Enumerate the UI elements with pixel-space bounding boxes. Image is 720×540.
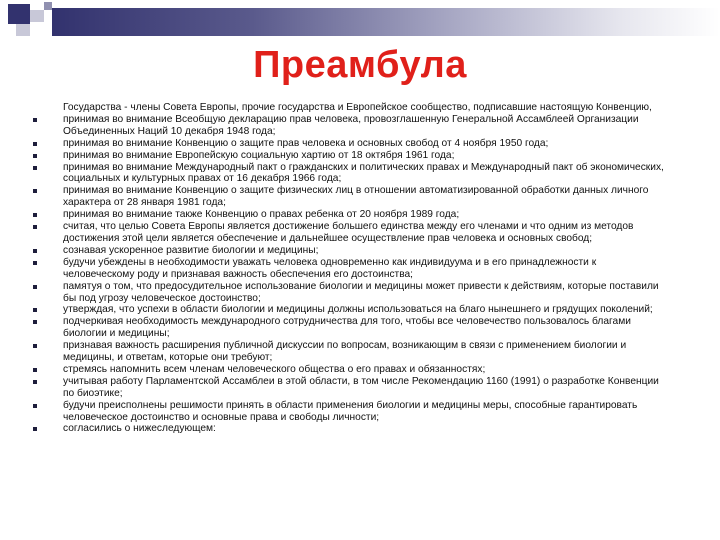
bullet-icon bbox=[33, 308, 37, 312]
list-item bbox=[30, 209, 670, 221]
list-item bbox=[30, 364, 670, 376]
list-item-text: принимая во внимание также Конвенцию о правах ребенка от 20 ноября 1989 года; bbox=[63, 209, 460, 221]
list-item bbox=[30, 185, 670, 209]
bullet-icon bbox=[33, 189, 37, 193]
list-item bbox=[30, 221, 670, 245]
list-item-text: будучи убеждены в необходимости уважать человека одновременно как индивидуума и в его принадлежности к человеческому роду и признавая важность обеспечения его достоинства; bbox=[63, 256, 597, 280]
list-item bbox=[30, 257, 670, 281]
preamble-list bbox=[30, 114, 670, 435]
list-item-text: учитывая работу Парламентской Ассамблеи в этой области, в том числе Рекомендацию 1160 (1991) о разработке Конвенции по биоэтике; bbox=[63, 375, 659, 399]
list-item-text: памятуя о том, что предосудительное использование биологии и медицины может привести к действиям, которые поставили бы под угрозу человеческое достоинство; bbox=[63, 280, 659, 304]
bullet-icon bbox=[33, 213, 37, 217]
list-item-text: будучи преисполнены решимости принять в области применения биологии и медицины меры, способные гарантировать человеческое достоинство и основные права и свободы личности; bbox=[63, 399, 638, 423]
list-item bbox=[30, 316, 670, 340]
list-item-text: принимая во внимание Конвенцию о защите прав человека и основных свобод от 4 ноября 1950 года; bbox=[63, 137, 549, 149]
list-item-text: принимая во внимание Всеобщую декларацию прав человека, провозглашенную Генеральной Ассамблеей Организации Объединенных Наций 10 декабря 1948 года; bbox=[63, 113, 639, 137]
decor-square-small bbox=[44, 2, 52, 10]
list-item-text: подчеркивая необходимость международного сотрудничества для того, чтобы все человечество пользовалось благами биологии и медицины; bbox=[63, 316, 631, 340]
decor-square-light bbox=[30, 10, 44, 22]
bullet-icon bbox=[33, 118, 37, 122]
list-item bbox=[30, 162, 670, 186]
list-item-text: сознавая ускоренное развитие биологии и медицины; bbox=[63, 244, 319, 256]
list-item bbox=[30, 114, 670, 138]
bullet-icon bbox=[33, 249, 37, 253]
bullet-icon bbox=[33, 166, 37, 170]
bullet-icon bbox=[33, 225, 37, 229]
list-item bbox=[30, 245, 670, 257]
list-item-text: принимая во внимание Международный пакт о гражданских и политических правах и Международный пакт об экономических, социальных и культурных правах от 16 декабря 1966 года; bbox=[63, 161, 664, 185]
bullet-icon bbox=[33, 142, 37, 146]
bullet-icon bbox=[33, 380, 37, 384]
decor-square-light bbox=[16, 24, 30, 36]
list-item-text: утверждая, что успехи в области биологии и медицины должны использоваться на благо нынешнего и грядущих поколений; bbox=[63, 304, 653, 316]
bullet-icon bbox=[33, 154, 37, 158]
preamble-intro: Государства - члены Совета Европы, прочие государства и Европейское сообщество, подписавшие настоящую Конвенцию, bbox=[63, 102, 652, 113]
list-item bbox=[30, 138, 670, 150]
bullet-icon bbox=[33, 320, 37, 324]
list-item bbox=[30, 281, 670, 305]
bullet-icon bbox=[33, 344, 37, 348]
slide-title: Преамбула bbox=[253, 44, 467, 86]
decor-square-dark bbox=[8, 4, 30, 24]
preamble-body bbox=[30, 102, 670, 435]
list-item bbox=[30, 304, 670, 316]
decor-band bbox=[52, 8, 720, 36]
list-item bbox=[30, 340, 670, 364]
list-item-text: согласились о нижеследующем: bbox=[63, 423, 216, 435]
bullet-icon bbox=[33, 427, 37, 431]
header-decoration bbox=[0, 0, 720, 36]
bullet-icon bbox=[33, 261, 37, 265]
bullet-icon bbox=[33, 368, 37, 372]
list-item bbox=[30, 150, 670, 162]
list-item bbox=[30, 376, 670, 400]
bullet-icon bbox=[33, 404, 37, 408]
list-item-text: признавая важность расширения публичной дискуссии по вопросам, возникающим в связи с применением биологии и медицины, и ответам, которые они требуют; bbox=[63, 340, 627, 364]
list-item-text: считая, что целью Совета Европы является достижение большего единства между его членами и что одним из методов достижения этой цели является обеспечение и дальнейшее осуществление прав человека и основных свобод; bbox=[63, 221, 634, 244]
list-item-text: принимая во внимание Конвенцию о защите физических лиц в отношении автоматизированной обработки данных личного характера от 28 января 1981 года; bbox=[63, 185, 649, 209]
list-item-text: принимая во внимание Европейскую социальную хартию от 18 октября 1961 года; bbox=[63, 149, 455, 161]
list-item bbox=[30, 423, 670, 435]
list-item-text: стремясь напомнить всем членам человеческого общества о его правах и обязанностях; bbox=[63, 363, 486, 375]
bullet-icon bbox=[33, 285, 37, 289]
list-item bbox=[30, 400, 670, 424]
